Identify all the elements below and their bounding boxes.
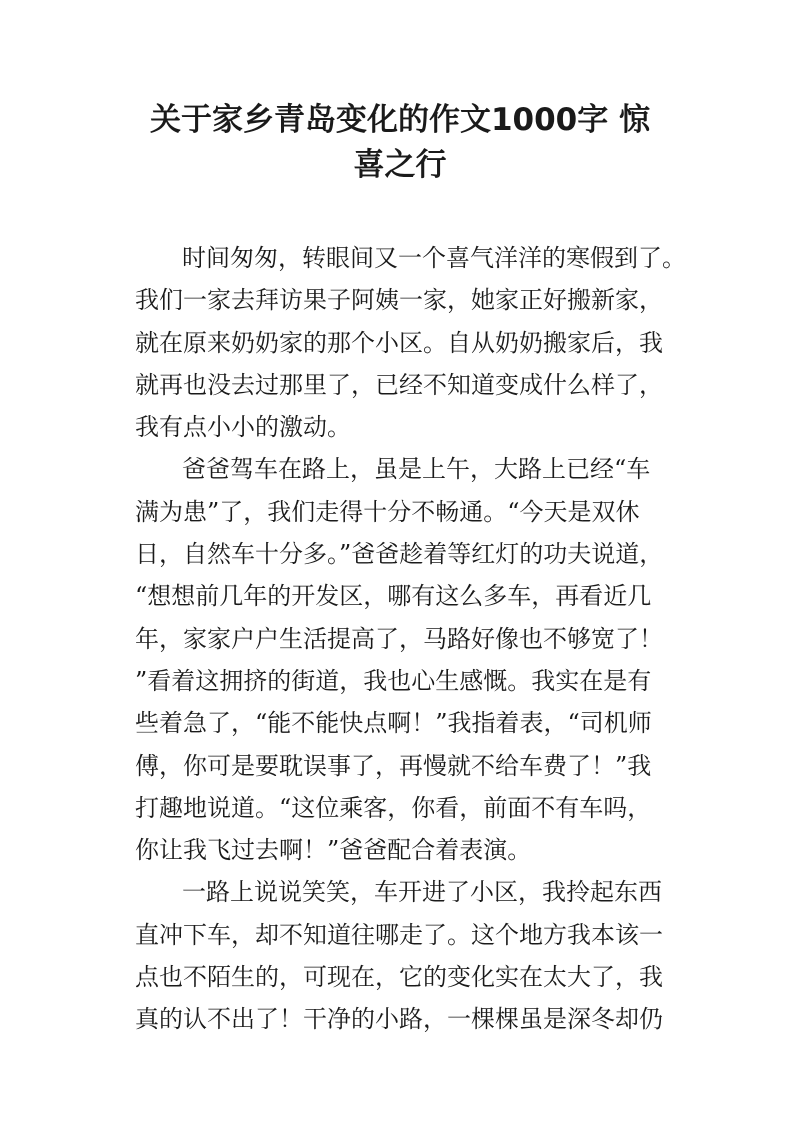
paragraph-2-line-4: “想想前几年的开发区，哪有这么多车，再看近几 [135, 582, 652, 611]
paragraph-2-line-3: 日，自然车十分多。”爸爸趁着等红灯的功夫说道， [135, 540, 664, 569]
title-line-2: 喜之行 [353, 147, 447, 183]
paragraph-3-line-2: 直冲下车，却不知道往哪走了。这个地方我本该一 [135, 920, 663, 949]
paragraph-1-line-5: 我有点小小的激动。 [135, 413, 351, 442]
paragraph-2-line-2: 满为患”了，我们走得十分不畅通。“今天是双休 [135, 497, 640, 526]
title-line-1: 关于家乡青岛变化的作文1000字 惊 [149, 102, 651, 138]
paragraph-1-line-3: 就在原来奶奶家的那个小区。自从奶奶搬家后，我 [135, 328, 663, 357]
paragraph-2-line-10: 你让我飞过去啊！”爸爸配合着表演。 [135, 836, 532, 865]
paragraph-2-line-8: 傅，你可是要耽误事了，再慢就不给车费了！”我 [135, 751, 652, 780]
paragraph-2-line-5: 年，家家户户生活提高了，马路好像也不够宽了！ [135, 624, 663, 653]
paragraph-3-line-3: 点也不陌生的，可现在，它的变化实在太大了，我 [135, 963, 663, 992]
paragraph-1-line-2: 我们一家去拜访果子阿姨一家，她家正好搬新家， [135, 286, 663, 315]
document-body [135, 237, 695, 1041]
paragraph-3-line-4: 真的认不出了！干净的小路，一棵棵虽是深冬却仍 [135, 1005, 663, 1034]
paragraph-2-line-7: 些着急了，“能不能快点啊！”我指着表，“司机师 [135, 709, 652, 738]
paragraph-3-line-1: 一路上说说笑笑，车开进了小区，我拎起东西 [182, 878, 662, 907]
paragraph-1-line-4: 就再也没去过那里了，已经不知道变成什么样了， [135, 370, 663, 399]
paragraph-2-line-6: ”看着这拥挤的街道，我也心生感慨。我实在是有 [135, 666, 652, 695]
paragraph-2-line-9: 打趣地说道。“这位乘客，你看，前面不有车吗， [135, 793, 652, 822]
paragraph-2-line-1: 爸爸驾车在路上，虽是上午，大路上已经“车 [182, 455, 651, 484]
paragraph-1-line-1: 时间匆匆，转眼间又一个喜气洋洋的寒假到了。 [182, 244, 686, 272]
document-title [120, 98, 680, 188]
